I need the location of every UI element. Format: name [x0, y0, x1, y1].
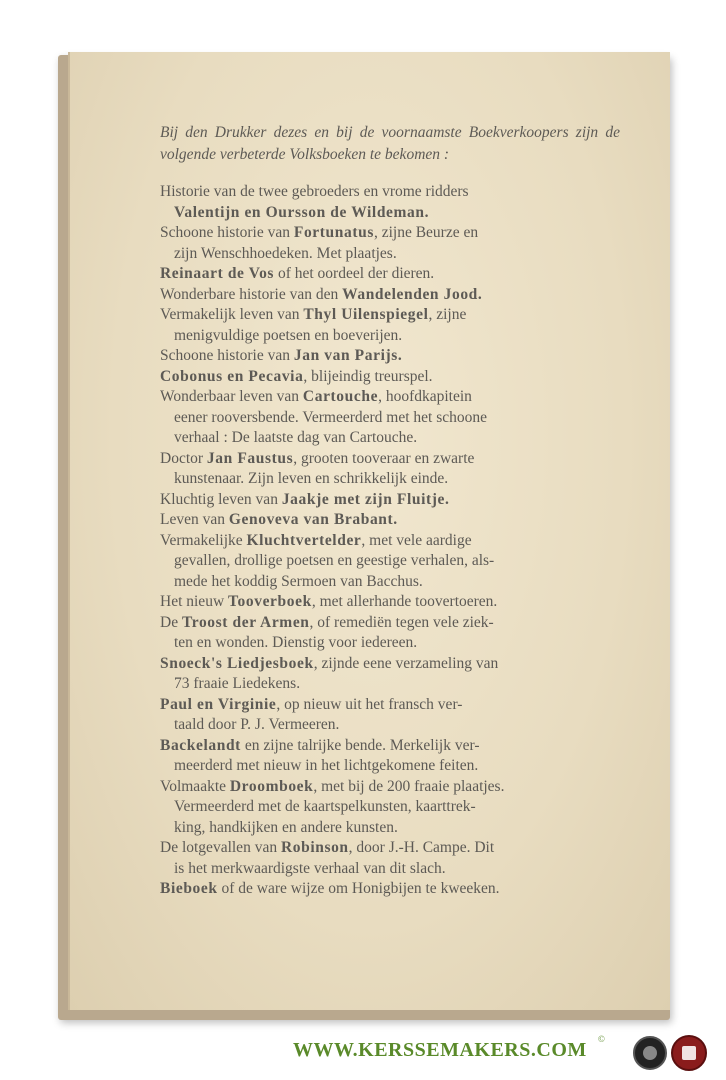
line-text: , of remediën tegen vele ziek-	[309, 613, 494, 631]
book-title: Troost der Armen	[181, 613, 310, 631]
book-title: Robinson	[280, 839, 349, 856]
book-title: Jan Faustus	[206, 449, 294, 467]
list-line	[160, 264, 620, 285]
list-line	[160, 223, 620, 244]
list-line	[160, 756, 620, 777]
site-url[interactable]: WWW.KERSSEMAKERS.COM	[293, 1039, 587, 1061]
association-seal-icon	[633, 1036, 667, 1070]
line-text: menigvuldige poetsen en boeverijen.	[174, 326, 403, 344]
list-line	[160, 838, 620, 859]
list-line	[160, 879, 620, 900]
line-text: , met bij de 200 fraaie plaatjes.	[313, 777, 505, 795]
line-text: verhaal : De laatste dag van Cartouche.	[174, 429, 418, 446]
line-text: Vermeerderd met de kaartspelkunsten, kaarttrek-	[174, 798, 476, 815]
line-text: 73 fraaie Liedekens.	[174, 675, 301, 692]
book-title: Paul en Virginie	[160, 695, 277, 713]
list-line	[160, 449, 620, 470]
list-line	[160, 531, 620, 552]
list-line	[160, 859, 620, 880]
list-line	[160, 736, 620, 757]
line-text: Kluchtig leven van	[160, 490, 282, 508]
book-title: Fortunatus	[293, 224, 374, 241]
list-line	[160, 203, 620, 224]
list-line	[160, 674, 620, 695]
line-text: , zijne Beurze en	[373, 224, 479, 241]
line-text: Leven van	[160, 511, 229, 528]
list-line	[160, 695, 620, 716]
list-line	[160, 469, 620, 490]
list-line	[160, 244, 620, 265]
advertisement-text	[160, 122, 620, 900]
line-text: , zijnde eene verzameling van	[313, 654, 499, 672]
line-text: of het oordeel der dieren.	[274, 265, 435, 282]
line-text: king, handkijken en andere kunsten.	[174, 818, 398, 836]
line-text: , blijeindig treurspel.	[303, 367, 433, 385]
list-line	[160, 572, 620, 593]
footer	[0, 1034, 726, 1080]
book-title: Reinaart de Vos	[160, 265, 275, 282]
list-line	[160, 797, 620, 818]
list-line	[160, 182, 620, 203]
association-logo-icon	[671, 1035, 707, 1071]
list-line	[160, 510, 620, 531]
line-text: , met allerhande toovertoeren.	[311, 593, 498, 610]
list-line	[160, 408, 620, 429]
line-text: Het nieuw	[160, 593, 229, 610]
list-line	[160, 428, 620, 449]
list-line	[160, 613, 620, 634]
line-text: en zijne talrijke bende. Merkelijk ver-	[240, 736, 480, 754]
line-text: is het merkwaardigste verhaal van dit slach.	[174, 859, 446, 877]
list-line	[160, 633, 620, 654]
intro-text: Bij den Drukker dezes en bij de voornaamste Boekverkoopers zijn de volgende verbeterde Volksboeken te bekomen :	[160, 124, 620, 163]
line-text: , op nieuw uit het fransch ver-	[276, 695, 463, 713]
line-text: Historie van de twee gebroeders en vrome ridders	[160, 183, 469, 200]
line-text: Schoone historie van	[160, 224, 294, 241]
book-title: Kluchtvertelder	[246, 531, 362, 549]
list-line	[160, 326, 620, 347]
line-text: De lotgevallen van	[160, 839, 281, 856]
list-line	[160, 551, 620, 572]
book-title: Cartouche	[302, 388, 379, 405]
list-line	[160, 715, 620, 736]
list-line	[160, 777, 620, 798]
line-text: eener rooversbende. Vermeerderd met het schoone	[174, 408, 488, 426]
line-text: mede het koddig Sermoen van Bacchus.	[174, 572, 423, 590]
line-text: De	[160, 613, 182, 631]
book-title: Wandelenden Jood.	[342, 285, 483, 303]
line-text: of de ware wijze om Honigbijen te kweeken.	[217, 880, 500, 897]
line-text: taald door P. J. Vermeeren.	[174, 716, 340, 733]
line-text: Vermakelijke	[160, 531, 247, 549]
list-line	[160, 367, 620, 388]
line-text: , door J.-H. Campe. Dit	[348, 839, 495, 856]
copyright-mark: ©	[598, 1034, 605, 1044]
line-text: , grooten tooveraar en zwarte	[293, 449, 475, 467]
list-line	[160, 305, 620, 326]
line-text: Vermakelijk leven van	[160, 306, 304, 323]
line-text: , hoofdkapitein	[378, 388, 472, 405]
list-line	[160, 285, 620, 306]
line-text: kunstenaar. Zijn leven en schrikkelijk einde.	[174, 470, 449, 487]
line-text: Volmaakte	[160, 777, 230, 795]
list-line	[160, 818, 620, 839]
line-text: , zijne	[428, 306, 467, 323]
line-text: gevallen, drollige poetsen en geestige verhalen, als-	[174, 552, 495, 569]
book-title: Bieboek	[160, 880, 218, 897]
list-line	[160, 490, 620, 511]
line-text: , met vele aardige	[361, 531, 472, 549]
list-line	[160, 654, 620, 675]
line-text: ten en wonden. Dienstig voor iedereen.	[174, 634, 418, 651]
list-line	[160, 592, 620, 613]
book-title: Cobonus en Pecavia	[160, 367, 304, 385]
book-title: Genoveva van Brabant.	[228, 511, 398, 528]
line-text: Wonderbaar leven van	[160, 388, 303, 405]
book-title: Jaakje met zijn Fluitje.	[281, 490, 450, 508]
book-title: Jan van Parijs.	[293, 347, 403, 364]
book-title: Snoeck's Liedjesboek	[160, 654, 314, 672]
book-title: Thyl Uilenspiegel	[303, 306, 429, 323]
book-title: Valentijn en Oursson de Wildeman.	[174, 203, 430, 221]
line-text: zijn Wenschhoedeken. Met plaatjes.	[174, 244, 397, 262]
line-text: meerderd met nieuw in het lichtgekomene feiten.	[174, 757, 479, 774]
line-text: Wonderbare historie van den	[160, 285, 343, 303]
book-title: Backelandt	[160, 736, 241, 754]
book-list	[160, 182, 620, 900]
list-line	[160, 346, 620, 367]
book-title: Droomboek	[229, 777, 314, 795]
list-line	[160, 387, 620, 408]
line-text: Doctor	[160, 449, 207, 467]
book-title: Tooverboek	[228, 593, 312, 610]
line-text: Schoone historie van	[160, 347, 294, 364]
